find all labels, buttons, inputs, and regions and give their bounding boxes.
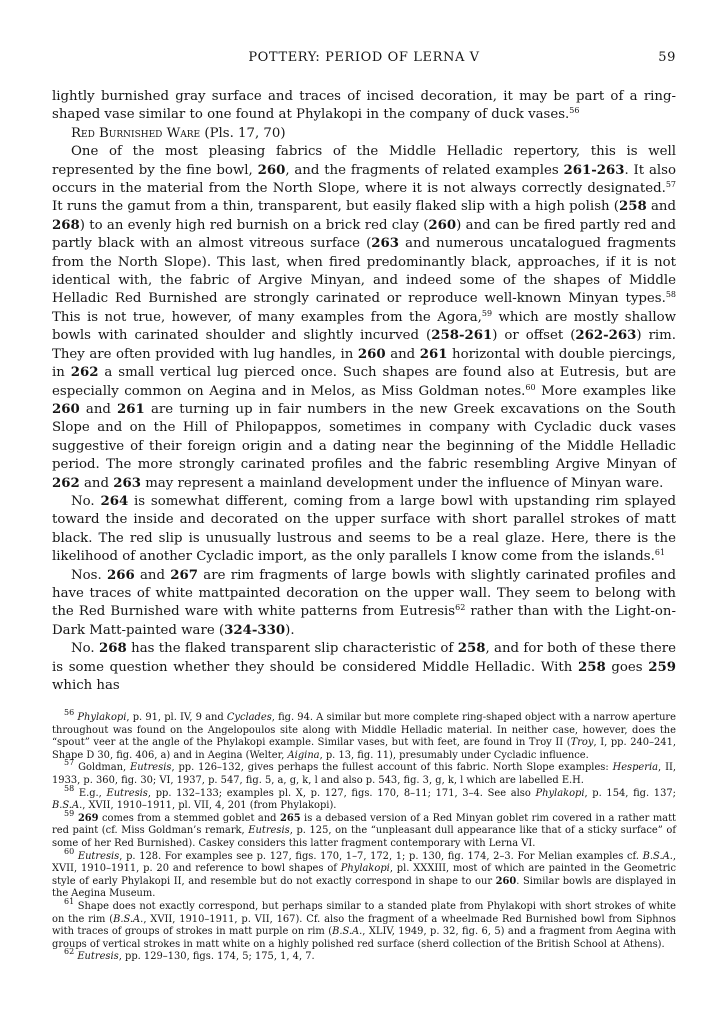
footnote-ref[interactable]: 62 xyxy=(455,603,466,613)
footnote-number: 59 xyxy=(64,808,75,818)
catalogue-number: 258 xyxy=(619,199,647,215)
catalogue-number: 263 xyxy=(113,475,141,491)
footnote-56: $^{56}$ Phylakopi, p. 91, pl. IV, 9 and Cyclades, fig. 94. A similar but more complete ring-shaped object with a narrow aperture throughout was found on the Angelopoulos site along with Middle Helladic material. In neither case, however, does the “spout” veer at the angle of the Phylakopi example. Similar vases, but with feet, are found in Troy II (Troy, I, pp. 240–241, Shape D 30, fig. 406, a) and in Aegina (Welter, Aigina, p. 13, fig. 11), presumably under Cycladic influence. xyxy=(52,708,677,761)
paragraph: No. 268 has the flaked transparent slip characteristic of 258, and for both of these there is some question whether they should be considered Middle Helladic. With 258 goes 259 which has xyxy=(52,641,676,693)
footnote-ref[interactable]: 61 xyxy=(654,548,666,558)
footnotes xyxy=(52,708,677,964)
footnote-number: 60 xyxy=(64,846,75,856)
footnote-62: $^{62}$ Eutresis, pp. 129–130, figs. 174, 5; 175, 1, 4, 7. xyxy=(64,947,315,963)
catalogue-number: 263 xyxy=(371,236,400,252)
catalogue-number: 260 xyxy=(52,401,80,417)
catalogue-number: 261 xyxy=(419,346,448,362)
paragraph: One of the most pleasing fabrics of the Middle Helladic repertory, this is well represented by the fine bowl, 260, and the fragments of related examples 261-263. It also occurs in the material from the North Slope, where it is not always correctly designated.$^{57}$ It runs the gamut from a thin, transparent, but easily flaked slip with a high polish (258 and 268) to an evenly high red burnish on a brick red clay (260) and can be fired partly red and partly black with an almost vitreous surface (263 and numerous uncatalogued fragments from the North Slope). This last, when fired predominantly black, approaches, if it is not identical with, the fabric of Argive Minyan, and indeed some of the shapes of Middle Helladic Red Burnished are strongly carinated or reproduce well-known Minyan types.$^{58}$ This is not true, however, of many examples from the Agora,$^{59}$ which are mostly shallow bowls with carinated shoulder and slightly incurved (258-261) or offset (262-263) rim. They are often provided with lug handles, in 260 and 261 horizontal with double piercings, in 262 a small vertical lug pierced once. Such shapes are found also at Eutresis, but are especially common on Aegina and in Melos, as Miss Goldman notes.$^{60}$ More examples like 260 and 261 are turning up in fair numbers in the new Greek excavations on the South Slope and on the Hill of Philopappos, sometimes in company with Cycladic duck vases suggestive of their foreign origin and a dating near the beginning of the Middle Helladic period. The more strongly carinated profiles and the fabric resembling Argive Minyan of 262 and 263 may represent a mainland development under the influence of Minyan ware. xyxy=(52,144,677,491)
catalogue-number: 266 xyxy=(106,567,135,583)
running-header xyxy=(52,50,676,70)
catalogue-number: 258 xyxy=(577,659,606,675)
page-number: 59 xyxy=(658,50,676,65)
footnote-57: $^{57}$ Goldman, Eutresis, pp. 126–132, gives perhaps the fullest account of this fabric. North Slope examples: Hesperia, II, 1933, p. 360, fig. 30; VI, 1937, p. 547, fig. 5, a, g, k, l and also p. 543, fig. 3, g, k, l which are labelled E.H. xyxy=(52,758,677,786)
paragraph: Nos. 266 and 267 are rim fragments of large bowls with slightly carinated profiles and have traces of white mattpainted decoration on the upper wall. They seem to belong with the Red Burnished ware with white patterns from Eutresis$^{62}$ rather than with the Light-on-Dark Matt-painted ware (324-330). xyxy=(52,567,676,638)
footnote-ref[interactable]: 59 xyxy=(481,308,493,318)
footnote-number: 56 xyxy=(64,708,75,717)
catalogue-number: 260 xyxy=(257,162,286,178)
catalogue-number: 260 xyxy=(357,346,386,362)
catalogue-number: 267 xyxy=(170,567,199,583)
footnote-60: $^{60}$ Eutresis, p. 128. For examples see p. 127, figs. 170, 1–7, 172, 1; p. 130, fig. 174, 2–3. For Melian examples cf. B.S.A., XVII, 1910–1911, p. 20 and reference to bowl shapes of Phylakopi, pl. XXXIII, most of which are painted in the Geometric style of early Phylakopi II, and resemble but do not exactly correspond in shape to our 260. Similar bowls are displayed in the Aegina Museum. xyxy=(52,846,677,900)
footnote-ref[interactable]: 56 xyxy=(569,106,580,116)
catalogue-number: 324-330 xyxy=(224,622,286,638)
catalogue-number: 259 xyxy=(648,659,676,675)
footnote-58: $^{58}$ E.g., Eutresis, pp. 132–133; examples pl. X, p. 127, figs. 170, 8–11; 171, 3–4. See also Phylakopi, p. 154, fig. 137; B.S.A., XVII, 1910–1911, pl. VII, 4, 201 (from Phylakopi). xyxy=(52,783,676,812)
running-title: POTTERY: PERIOD OF LERNA V xyxy=(248,50,480,65)
catalogue-number: 260 xyxy=(428,217,457,233)
footnote-number: 57 xyxy=(64,758,75,768)
catalogue-number: 268 xyxy=(99,641,127,657)
paragraph: No. 264 is somewhat different, coming from a large bowl with upstanding rim splayed toward the inside and decorated on the upper surface with short parallel strokes of matt black. The red slip is unusually lustrous and seems to be a real glaze. Here, there is the likelihood of another Cycladic import, as the only parallels I know come from the islands.$^{61}$ xyxy=(52,493,676,565)
catalogue-number: 262-263 xyxy=(575,328,637,344)
footnote-61: $^{61}$ Shape does not exactly correspond, but perhaps similar to a standed plate from Phylakopi with short strokes of white on the rim (B.S.A., XVII, 1910–1911, p. VII, 167). Cf. also the fragment of a wheelmade Red Burnished bowl from Siphnos with traces of groups of strokes in matt purple on rim (B.S.A., XLIV, 1949, p. 32, fig. 6, 5) and a fragment from Aegina with groups of vertical strokes in matt white on a highly polished red surface (sherd collection of the British School at Athens). xyxy=(52,896,676,950)
footnote-ref[interactable]: 57 xyxy=(665,180,676,190)
catalogue-number: 264 xyxy=(100,493,129,509)
catalogue-number: 261 xyxy=(117,401,145,417)
footnote-number: 61 xyxy=(64,896,75,906)
catalogue-number: 262 xyxy=(70,365,99,381)
footnote-ref[interactable]: 58 xyxy=(665,290,676,300)
paragraph-continued: lightly burnished gray surface and traces of incised decoration, it may be part of a ring-shaped vase similar to one found at Phylakopi in the company of duck vases.$^{56}$ xyxy=(52,89,676,123)
section-heading xyxy=(52,125,676,143)
footnote-59: $^{59}$ 269 comes from a stemmed goblet and 265 is a debased version of a Red Minyan goblet rim covered in a rather matt red paint (cf. Miss Goldman’s remark, Eutresis, p. 125, on the “unpleasant dull appearance like that of a sticky surface” of some of her Red Burnished). Caskey considers this latter fragment contemporary with Lerna VI. xyxy=(52,808,677,849)
catalogue-number: 258 xyxy=(457,641,486,657)
main-text xyxy=(52,88,676,695)
section-plates: (Pls. 17, 70) xyxy=(204,125,286,141)
section-title: Red Burnished Ware xyxy=(71,125,201,141)
catalogue-number: 261-263 xyxy=(563,162,625,178)
catalogue-number: 268 xyxy=(52,217,80,233)
footnote-number: 62 xyxy=(64,947,75,957)
catalogue-number: 258-261 xyxy=(431,328,493,344)
footnote-ref[interactable]: 60 xyxy=(525,382,536,392)
catalogue-number: 262 xyxy=(52,475,80,491)
footnote-number: 58 xyxy=(64,783,75,793)
